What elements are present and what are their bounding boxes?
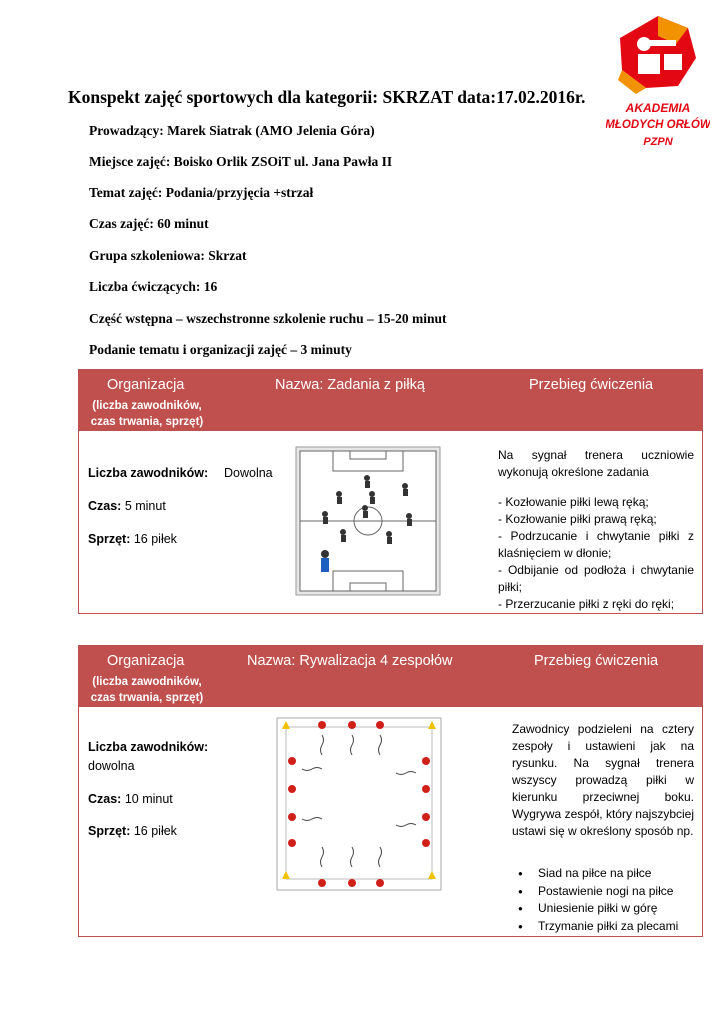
players-count: Liczba zawodników:	[88, 466, 209, 480]
info-warmup: Część wstępna – wszechstronne szkolenie ruchu – 15-20 minut	[89, 311, 447, 326]
info-topic: Temat zajęć: Podania/przyjęcia +strzał	[89, 185, 314, 200]
duration: Czas: 5 minut	[88, 499, 166, 513]
exercise-header	[79, 646, 702, 707]
list-item: ● Uniesienie piłki w górę	[512, 900, 697, 918]
info-group: Grupa szkoleniowa: Skrzat	[89, 248, 247, 263]
exercise-table-2	[78, 645, 703, 937]
logo-line3: PZPN	[643, 136, 673, 148]
eagle-logo-icon	[606, 14, 710, 154]
players-value: Dowolna	[224, 466, 273, 480]
info-location: Miejsce zajęć: Boisko Orlik ZSOiT ul. Jana Pawła II	[89, 154, 393, 169]
task-item: - Kozłowanie piłki lewą ręką;	[498, 495, 649, 509]
exercise-header	[79, 370, 702, 431]
duration: Czas: 10 minut	[88, 792, 173, 806]
document-title: Konspekt zajęć sportowych dla kategorii: SKRZAT data:17.02.2016r.	[68, 87, 586, 107]
equipment: Sprzęt: 16 piłek	[88, 824, 177, 838]
logo-line1: AKADEMIA	[625, 101, 691, 115]
header-organization-sub: (liczba zawodników, czas trwania, sprzęt)	[90, 400, 204, 428]
header-organization-sub: (liczba zawodników, czas trwania, sprzęt)	[90, 676, 204, 704]
square-field-diagram	[276, 717, 442, 891]
equipment: Sprzęt: 16 piłek	[88, 532, 177, 546]
header-organization: Organizacja	[107, 377, 185, 393]
header-organization: Organizacja	[107, 653, 185, 669]
pitch-diagram	[295, 446, 441, 596]
position-list	[512, 865, 697, 935]
info-instructor: Prowadzący: Marek Siatrak (AMO Jelenia Góra)	[89, 123, 375, 138]
task-item: - Przerzucanie piłki z ręki do ręki;	[498, 597, 675, 611]
info-intro: Podanie tematu i organizacji zajęć – 3 minuty	[89, 342, 352, 357]
players-value: dowolna	[88, 759, 135, 773]
exercise-table-1	[78, 369, 703, 614]
list-item: ● Postawienie nogi na piłce	[512, 883, 697, 901]
task-item: - Odbijanie od podłoża i chwytanie piłki;	[498, 563, 694, 594]
info-participants: Liczba ćwiczących: 16	[89, 279, 218, 294]
logo-line2: MŁODYCH ORŁÓW	[606, 119, 710, 131]
players-count: Liczba zawodników:	[88, 740, 209, 754]
task-item: - Podrzucanie i chwytanie piłki z klaśnięciem w dłonie;	[498, 529, 694, 560]
header-exercise-name: Nazwa: Zadania z piłką	[275, 377, 425, 393]
akademia-logo	[606, 14, 710, 154]
list-item: ● Siad na piłce na piłce	[512, 865, 697, 883]
header-exercise-flow: Przebieg ćwiczenia	[529, 377, 654, 393]
header-exercise-flow: Przebieg ćwiczenia	[534, 653, 659, 669]
exercise-description: Na sygnał trenera uczniowie wykonują określone zadania - Kozłowanie piłki lewą ręką; - Kozłowanie piłki prawą ręką; - Podrzucanie i chwytanie piłki z klaśnięciem w dłonie; - Odbijanie od podłoża i chwytanie piłki; - Przerzucanie piłki z ręki do ręki;	[498, 448, 694, 611]
exercise-description: Zawodnicy podzieleni na cztery zespoły i ustawieni jak na rysunku. Na sygnał trenera wszyscy prowadzą piłki w kierunku przeciwnej boku. Wygrywa zespół, który najszybciej ustawi się w określony sposób np.	[512, 722, 694, 838]
header-exercise-name: Nazwa: Rywalizacja 4 zespołów	[247, 653, 453, 669]
list-item: ● Trzymanie piłki za plecami	[512, 918, 697, 936]
task-item: - Kozłowanie piłki prawą ręką;	[498, 512, 657, 526]
info-duration: Czas zajęć: 60 minut	[89, 216, 209, 231]
